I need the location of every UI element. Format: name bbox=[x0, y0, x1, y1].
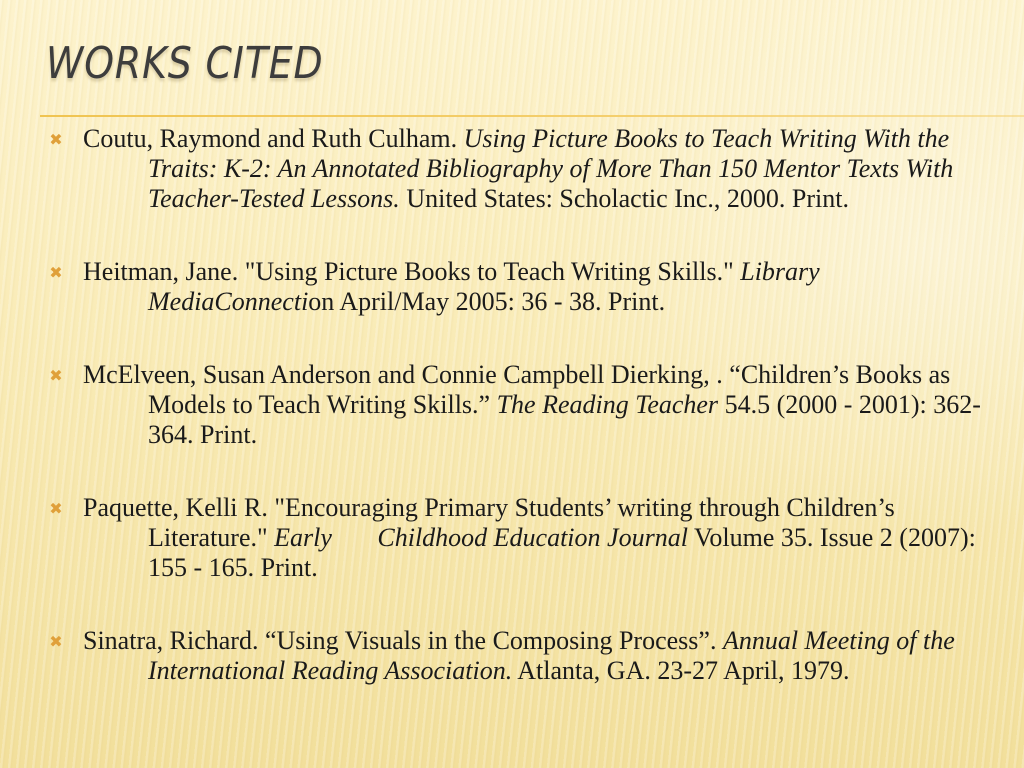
citation-title: The Reading Teacher bbox=[496, 390, 719, 419]
x-mark-bullet-icon: ✖ bbox=[49, 130, 63, 149]
citation-text: Sinatra, Richard. “Using Visuals in the Composing Process”. bbox=[83, 626, 723, 655]
citation-paquette bbox=[0, 493, 1024, 583]
citation-text: McElveen, Susan Anderson and Connie Campbell Dierking, . “Children’s Books as Models to Teach Writing Skills.” bbox=[83, 360, 951, 419]
citation-title: Library MediaConnecti bbox=[148, 257, 820, 316]
title-divider bbox=[40, 115, 1024, 117]
citation-heitman bbox=[0, 257, 1024, 317]
slide-title: WORKS CITED bbox=[46, 38, 324, 89]
citation-title: Early Childhood Education Journal bbox=[274, 523, 688, 552]
citation-title: Using Picture Books to Teach Writing With the Traits: K-2: An Annotated Bibliography of More Than 150 Mentor Texts With Teacher-Tested Lessons. bbox=[148, 124, 954, 213]
citation-text: Coutu, Raymond and Ruth Culham. bbox=[83, 124, 464, 153]
citation-text: 54.5 (2000 - 2001): 362-364. Print. bbox=[148, 390, 981, 449]
citation-sinatra bbox=[0, 626, 1024, 686]
citation-mcelveen bbox=[0, 360, 1024, 450]
x-mark-bullet-icon: ✖ bbox=[49, 632, 63, 651]
x-mark-bullet-icon: ✖ bbox=[49, 499, 63, 518]
works-cited-list bbox=[0, 124, 1024, 729]
citation-title: Annual Meeting of the International Reading Association. bbox=[148, 626, 955, 685]
citation-text: Volume 35. Issue 2 (2007): 155 - 165. Print. bbox=[148, 523, 976, 582]
citation-text: Paquette, Kelli R. "Encouraging Primary Students’ writing through Children’s Literature." bbox=[83, 493, 895, 552]
citation-coutu bbox=[0, 124, 1024, 214]
citation-text: on April/May 2005: 36 - 38. Print. bbox=[308, 287, 666, 316]
citation-text: United States: Scholactic Inc., 2000. Print. bbox=[399, 184, 849, 213]
citation-text: Heitman, Jane. "Using Picture Books to Teach Writing Skills." bbox=[83, 257, 741, 286]
x-mark-bullet-icon: ✖ bbox=[49, 366, 63, 385]
x-mark-bullet-icon: ✖ bbox=[49, 263, 63, 282]
citation-text: Atlanta, GA. 23-27 April, 1979. bbox=[512, 656, 850, 685]
